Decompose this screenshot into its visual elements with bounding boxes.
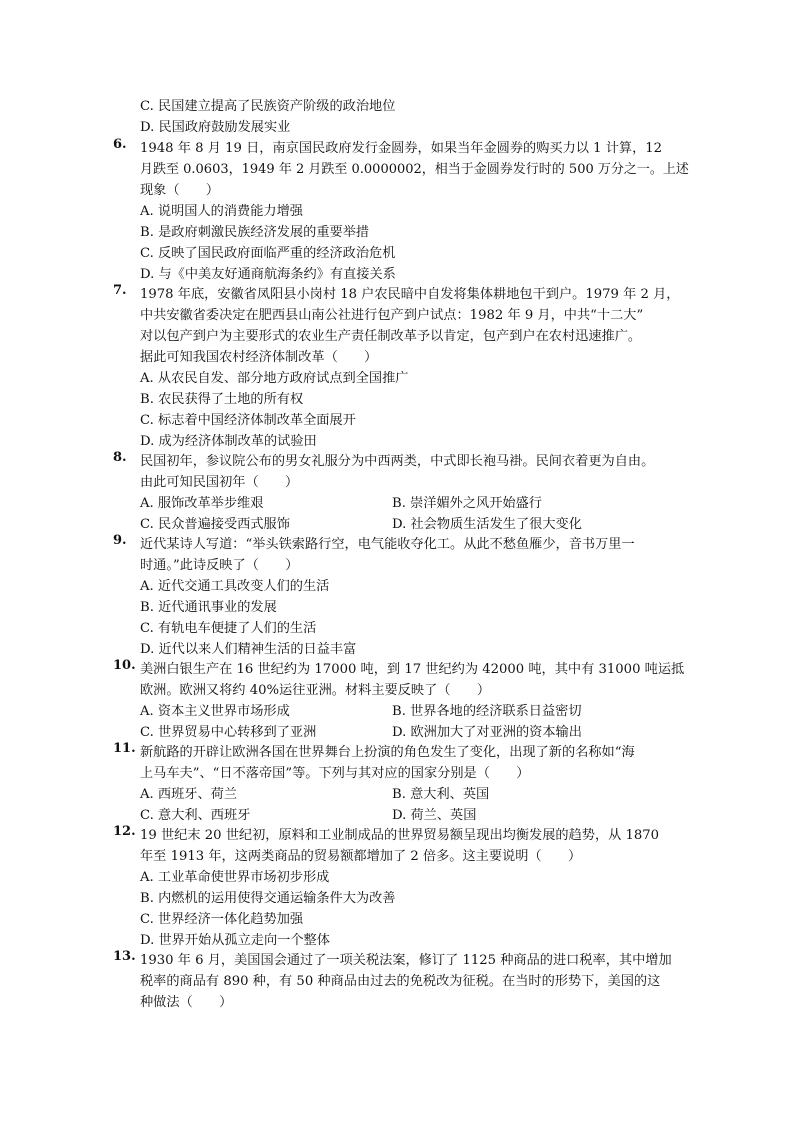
option-c: C. 世界贸易中心转移到了亚洲 xyxy=(140,725,317,740)
option-a: A. 说明国人的消费能力增强 xyxy=(140,204,303,219)
option-d: D. 荷兰、英国 xyxy=(392,808,477,823)
option-d: D. 成为经济体制改革的试验田 xyxy=(140,434,317,449)
question-text-line: 1930 年 6 月，美国国会通过了一项关税法案，修订了 1125 种商品的进口税率，其中增加 xyxy=(140,953,672,968)
question-text-line: 年至 1913 年，这两类商品的贸易额都增加了 2 倍多。这主要说明（ ） xyxy=(140,849,582,864)
question-number: 8. xyxy=(113,450,127,465)
question-number: 11. xyxy=(113,741,136,756)
option-q5-d: D. 民国政府鼓励发展实业 xyxy=(140,120,291,135)
option-c: C. 民众普遍接受西式服饰 xyxy=(140,517,290,532)
question-text-line: 税率的商品有 890 种，有 50 种商品由过去的免税改为征税。在当时的形势下，美国的这 xyxy=(140,974,661,989)
option-d: D. 近代以来人们精神生活的日益丰富 xyxy=(140,642,357,657)
question-number: 9. xyxy=(113,533,127,548)
question-text-line: 月跌至 0.0603，1949 年 2 月跌至 0.0000002，相当于金圆券发行时的 500 万分之一。上述 xyxy=(140,162,689,177)
question-text-line: 近代某诗人写道：“举头铁索路行空，电气能收夺化工。从此不愁鱼雁少，音书万里一 xyxy=(140,537,635,552)
question-text-line: 1978 年底，安徽省凤阳县小岗村 18 户农民暗中自发将集体耕地包干到户。1979 年 2 月， xyxy=(140,287,680,302)
option-c: C. 世界经济一体化趋势加强 xyxy=(140,912,304,927)
option-d: D. 欧洲加大了对亚洲的资本输出 xyxy=(392,725,582,740)
question-text-line: 上马车夫”、“日不落帝国”等。下列与其对应的国家分别是（ ） xyxy=(140,766,530,781)
option-d: D. 社会物质生活发生了很大变化 xyxy=(392,517,582,532)
option-a: A. 从农民自发、部分地方政府试点到全国推广 xyxy=(140,371,409,386)
question-text-line: 种做法（ ） xyxy=(140,995,233,1010)
option-a: A. 西班牙、荷兰 xyxy=(140,787,238,802)
option-a: A. 近代交通工具改变人们的生活 xyxy=(140,579,330,594)
question-number: 10. xyxy=(113,658,136,673)
option-b: B. 内燃机的运用使得交通运输条件大为改善 xyxy=(140,891,396,906)
option-c: C. 标志着中国经济体制改革全面展开 xyxy=(140,413,356,428)
question-number: 12. xyxy=(113,824,136,839)
option-b: B. 世界各地的经济联系日益密切 xyxy=(392,704,582,719)
question-text-line: 新航路的开辟让欧洲各国在世界舞台上扮演的角色发生了变化，出现了新的名称如“海 xyxy=(140,745,635,760)
option-c: C. 意大利、西班牙 xyxy=(140,808,251,823)
option-c: C. 反映了国民政府面临严重的经济政治危机 xyxy=(140,246,396,261)
question-text-line: 美洲白银生产在 16 世纪约为 17000 吨，到 17 世纪约为 42000 吨，其中有 31000 吨运抵 xyxy=(140,662,685,677)
option-d: D. 与《中美友好通商航海条约》有直接关系 xyxy=(140,267,396,282)
question-text-line: 欧洲。欧洲又将约 40%运往亚洲。材料主要反映了（ ） xyxy=(140,683,491,698)
question-text-line: 时通。”此诗反映了（ ） xyxy=(140,558,299,573)
question-number: 6. xyxy=(113,137,127,152)
question-text-line: 据此可知我国农村经济体制改革（ ） xyxy=(140,350,378,365)
option-a: A. 资本主义世界市场形成 xyxy=(140,704,290,719)
question-number: 7. xyxy=(113,283,127,298)
question-text-line: 对以包产到户为主要形式的农业生产责任制改革予以肯定，包产到户在农村迅速推广。 xyxy=(140,329,642,344)
question-text-line: 中共安徽省委决定在肥西县山南公社进行包产到户试点：1982 年 9 月，中共“十二大” xyxy=(140,308,644,323)
option-c: C. 有轨电车便捷了人们的生活 xyxy=(140,621,317,636)
option-b: B. 是政府刺激民族经济发展的重要举措 xyxy=(140,225,370,240)
question-text-line: 由此可知民国初年（ ） xyxy=(140,475,299,490)
question-number: 13. xyxy=(113,949,136,964)
question-text-line: 现象（ ） xyxy=(140,183,220,198)
option-b: B. 意大利、英国 xyxy=(392,787,490,802)
question-text-line: 1948 年 8 月 19 日，南京国民政府发行金圆券，如果当年金圆券的购买力以 1 计算，12 xyxy=(140,141,663,156)
question-text-line: 民国初年，参议院公布的男女礼服分为中西两类，中式即长袍马褂。民间衣着更为自由。 xyxy=(140,454,655,469)
option-b: B. 崇洋媚外之风开始盛行 xyxy=(392,496,542,511)
option-d: D. 世界开始从孤立走向一个整体 xyxy=(140,933,330,948)
option-a: A. 服饰改革举步维艰 xyxy=(140,496,264,511)
option-b: B. 农民获得了土地的所有权 xyxy=(140,392,304,407)
option-q5-c: C. 民国建立提高了民族资产阶级的政治地位 xyxy=(140,99,396,114)
question-text-line: 19 世纪末 20 世纪初，原料和工业制成品的世界贸易额呈现出均衡发展的趋势，从 1870 xyxy=(140,828,660,843)
option-a: A. 工业革命使世界市场初步形成 xyxy=(140,870,330,885)
option-b: B. 近代通讯事业的发展 xyxy=(140,600,277,615)
